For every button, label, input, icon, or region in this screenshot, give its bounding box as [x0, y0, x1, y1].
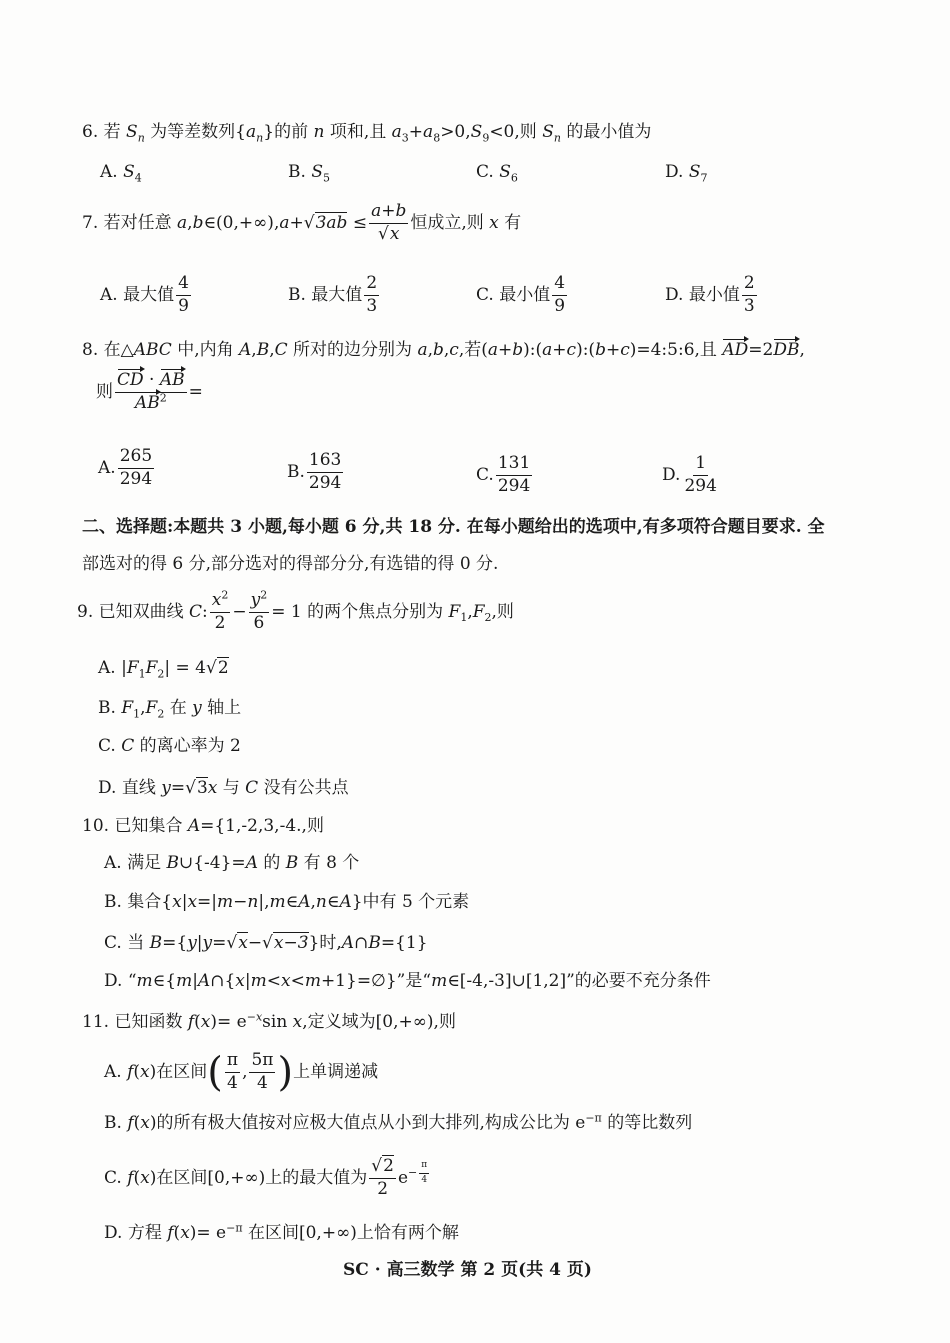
q10-option-d: D. “m∈{m|A∩{x|m<x<m+1}=∅}”是“m∈[-4,-3]∪[1,2]”的必要不充分条件: [104, 971, 711, 991]
q10-option-b: B. 集合{x|x=|m−n|,m∈A,n∈A}中有 5 个元素: [104, 892, 470, 912]
q11-option-b: B. f(x)的所有极大值按对应极大值点从小到大排列,构成公比为 $e^{-\pi}$ 的等比数列: [104, 1111, 693, 1133]
q6-option-c: C. $S_6$: [476, 162, 518, 185]
q9-stem: 9. 已知双曲线 C: $\frac{x^2}{2}$ − $\frac{y^2}{6}$ = 1 的两个焦点分别为 $F_1,F_2$,则: [77, 588, 514, 633]
page-footer: SC · 高三数学 第 2 页(共 4 页): [343, 1260, 592, 1280]
q8-option-d: D. $\frac{1}{294}$: [662, 453, 717, 496]
q9-option-d: D. 直线 y=√3x 与 C 没有公共点: [98, 778, 349, 798]
q7-option-b: B. 最大值 $\frac{2}{3}$: [288, 273, 378, 316]
q8-option-a: A. $\frac{265}{294}$: [98, 446, 153, 489]
q9-option-c: C. C 的离心率为 2: [98, 736, 241, 756]
q11-option-c: C. f(x)在区间[0,+∞)上的最大值为 $\frac{√2}{2}$ $e^{- \frac{\pi}{4}}$: [104, 1156, 428, 1199]
q10-stem: 10. 已知集合 A={1,-2,3,-4.,则: [82, 816, 324, 836]
q8-stem: 8. 在△ABC 中,内角 A,B,C 所对的边分别为 a,b,c,若(a+b):(a+c):(b+c)=4:5:6,且 AD=2DB,: [82, 340, 805, 360]
q10-option-c: C. 当 B={y|y=√x−√x−3}时,A∩B={1}: [104, 933, 428, 953]
q6-stem: 6. 若 $S_n$ 为等差数列$\{a_n\}$的前 n 项和,且 $a_3+a_8>0,S_9<0$,则 $S_n$ 的最小值为: [82, 122, 652, 145]
q8-option-c: C. $\frac{131}{294}$: [476, 453, 531, 496]
q11-option-d: D. 方程 $f(x)= e^{-\pi}$ 在区间[0,+∞)上恰有两个解: [104, 1221, 459, 1243]
q6-option-d: D. $S_7$: [665, 162, 708, 185]
q6-option-a: A. $S_4$: [100, 162, 142, 185]
q11-stem: 11. 已知函数 $f(x)= e^{-x}\sin$ x,定义域为[0,+∞),则: [82, 1010, 456, 1032]
q10-option-a: A. 满足 B∪{-4}=A 的 B 有 8 个: [104, 853, 360, 873]
q7-option-d: D. 最小值 $\frac{2}{3}$: [665, 273, 755, 316]
q8-option-b: B. $\frac{163}{294}$: [287, 450, 342, 493]
section2-line2: 部选对的得 6 分,部分选对的得部分分,有选错的得 0 分.: [82, 554, 499, 574]
section2-line1: 二、选择题:本题共 3 小题,每小题 6 分,共 18 分. 在每小题给出的选项中,有多项符合题目要求. 全: [82, 517, 825, 537]
q11-option-a: A. f(x)在区间( $\frac{\pi}{4}$ , $\frac{5\pi}{4}$ )上单调递减: [104, 1049, 379, 1096]
q7-option-c: C. 最小值 $\frac{4}{9}$: [476, 273, 566, 316]
q9-option-b: B. $F_1,F_2$ 在 y 轴上: [98, 698, 242, 721]
q7-option-a: A. 最大值 $\frac{4}{9}$: [100, 273, 189, 316]
q8-stem-2: 则 $\frac{CD \cdot AB}{AB^2}$ =: [96, 370, 203, 413]
q9-option-a: A. $|F_1F_2| = 4√2$: [98, 658, 229, 681]
q6-option-b: B. $S_5$: [288, 162, 330, 185]
q7-stem: 7. 若对任意 a,b∈(0,+∞),a+√3ab ≤ $\frac{a+b}{√x}$ 恒成立,则 x 有: [82, 201, 522, 244]
